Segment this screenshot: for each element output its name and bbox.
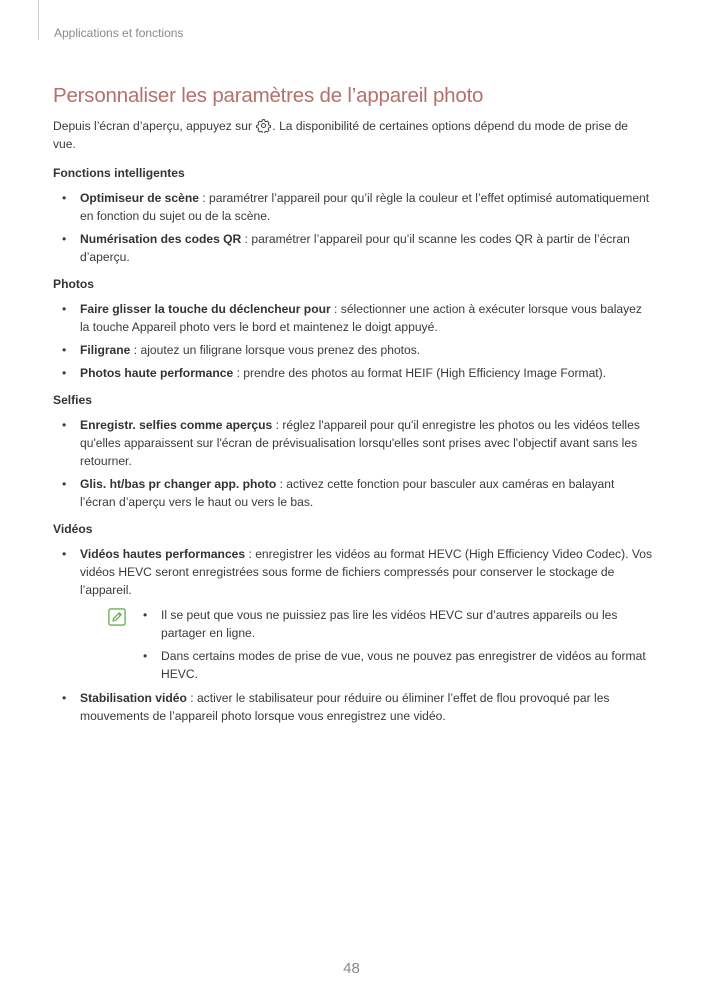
- list-item: [53, 545, 653, 683]
- list-item: [53, 364, 653, 382]
- list-item: [53, 689, 653, 725]
- item-term: Optimiseur de scène: [80, 191, 199, 205]
- note-pencil-icon: [108, 608, 126, 626]
- bullet: •: [62, 418, 67, 432]
- bullet: •: [62, 302, 67, 316]
- item-text: : prendre des photos au format HEIF (High Efficiency Image Format).: [233, 366, 607, 380]
- bullet: •: [143, 649, 148, 663]
- item-text: : activez cette fonction pour basculer aux caméras en balayant l’écran d’aperçu vers le haut ou vers le bas.: [80, 477, 615, 509]
- note-text: Dans certains modes de prise de vue, vous ne pouvez pas enregistrer de vidéos au format HEVC.: [161, 649, 646, 681]
- section-list-videos: [53, 545, 653, 725]
- list-item: [53, 475, 653, 511]
- bullet: •: [62, 477, 67, 491]
- note-item: [134, 606, 653, 642]
- bullet: •: [143, 608, 148, 622]
- intro-text-before: Depuis l’écran d’aperçu, appuyez sur: [53, 119, 256, 133]
- item-text: : ajoutez un filigrane lorsque vous prenez des photos.: [130, 343, 421, 357]
- note-text: Il se peut que vous ne puissiez pas lire les vidéos HEVC sur d’autres appareils ou les partager en ligne.: [161, 608, 618, 640]
- bullet: •: [62, 366, 67, 380]
- item-text: : paramétrer l’appareil pour qu’il scanne les codes QR à partir de l’écran d’aperçu.: [80, 232, 630, 264]
- bullet: •: [62, 232, 67, 246]
- intro-text-after: . La disponibilité de certaines options dépend du mode de prise de vue.: [53, 119, 629, 151]
- list-item: [53, 230, 653, 266]
- main-content: [53, 84, 653, 735]
- list-item: [53, 416, 653, 470]
- section-title-photos: Photos: [53, 277, 94, 291]
- section-title-selfies: Selfies: [53, 393, 92, 407]
- section-title-videos: Vidéos: [53, 522, 93, 536]
- note-list: [134, 606, 653, 683]
- item-text: : paramétrer l’appareil pour qu’il règle la couleur et l’effet optimisé automatiquement en fonction du sujet ou de la scène.: [80, 191, 650, 223]
- page-number: 48: [343, 960, 360, 977]
- item-text: : réglez l'appareil pour qu'il enregistre les photos ou les vidéos telles qu'elles apparaissent sur l'écran de prévisualisation lorsqu'elles sont prises avec l'objectif avant sans les retourner.: [80, 418, 640, 468]
- gear-icon: [256, 118, 271, 133]
- item-term: Numérisation des codes QR: [80, 232, 242, 246]
- breadcrumb: Applications et fonctions: [54, 26, 184, 40]
- item-term: Faire glisser la touche du déclencheur pour: [80, 302, 331, 316]
- bullet: •: [62, 191, 67, 205]
- page-margin-rule: [38, 0, 39, 40]
- item-term: Glis. ht/bas pr changer app. photo: [80, 477, 277, 491]
- note-block: [80, 606, 653, 683]
- list-item: [53, 189, 653, 225]
- item-term: Photos haute performance: [80, 366, 234, 380]
- bullet: •: [62, 547, 67, 561]
- item-term: Filigrane: [80, 343, 131, 357]
- bullet: •: [62, 343, 67, 357]
- section-list-photos: [53, 300, 653, 382]
- item-term: Vidéos hautes performances: [80, 547, 246, 561]
- item-text: : activer le stabilisateur pour réduire ou éliminer l’effet de flou provoqué par les mouvements de l’appareil photo lorsque vous enregistrez une vidéo.: [80, 691, 610, 723]
- note-item: [134, 647, 653, 683]
- intro-paragraph: [53, 117, 653, 153]
- section-list-selfies: [53, 416, 653, 511]
- section-list-smart-functions: [53, 189, 653, 266]
- list-item: [53, 341, 653, 359]
- bullet: •: [62, 691, 67, 705]
- list-item: [53, 300, 653, 336]
- section-title-smart-functions: Fonctions intelligentes: [53, 166, 185, 180]
- item-term: Enregistr. selfies comme aperçus: [80, 418, 273, 432]
- item-text: : sélectionner une action à exécuter lorsque vous balayez la touche Appareil photo vers le bord et maintenez le doigt appuyé.: [80, 302, 642, 334]
- item-term: Stabilisation vidéo: [80, 691, 187, 705]
- item-text: : enregistrer les vidéos au format HEVC (High Efficiency Video Codec). Vos vidéos HEVC seront enregistrées sous forme de fichiers compressés pour conserver le stockage de l’appareil.: [80, 547, 653, 597]
- page-title: Personnaliser les paramètres de l’appareil photo: [53, 84, 484, 107]
